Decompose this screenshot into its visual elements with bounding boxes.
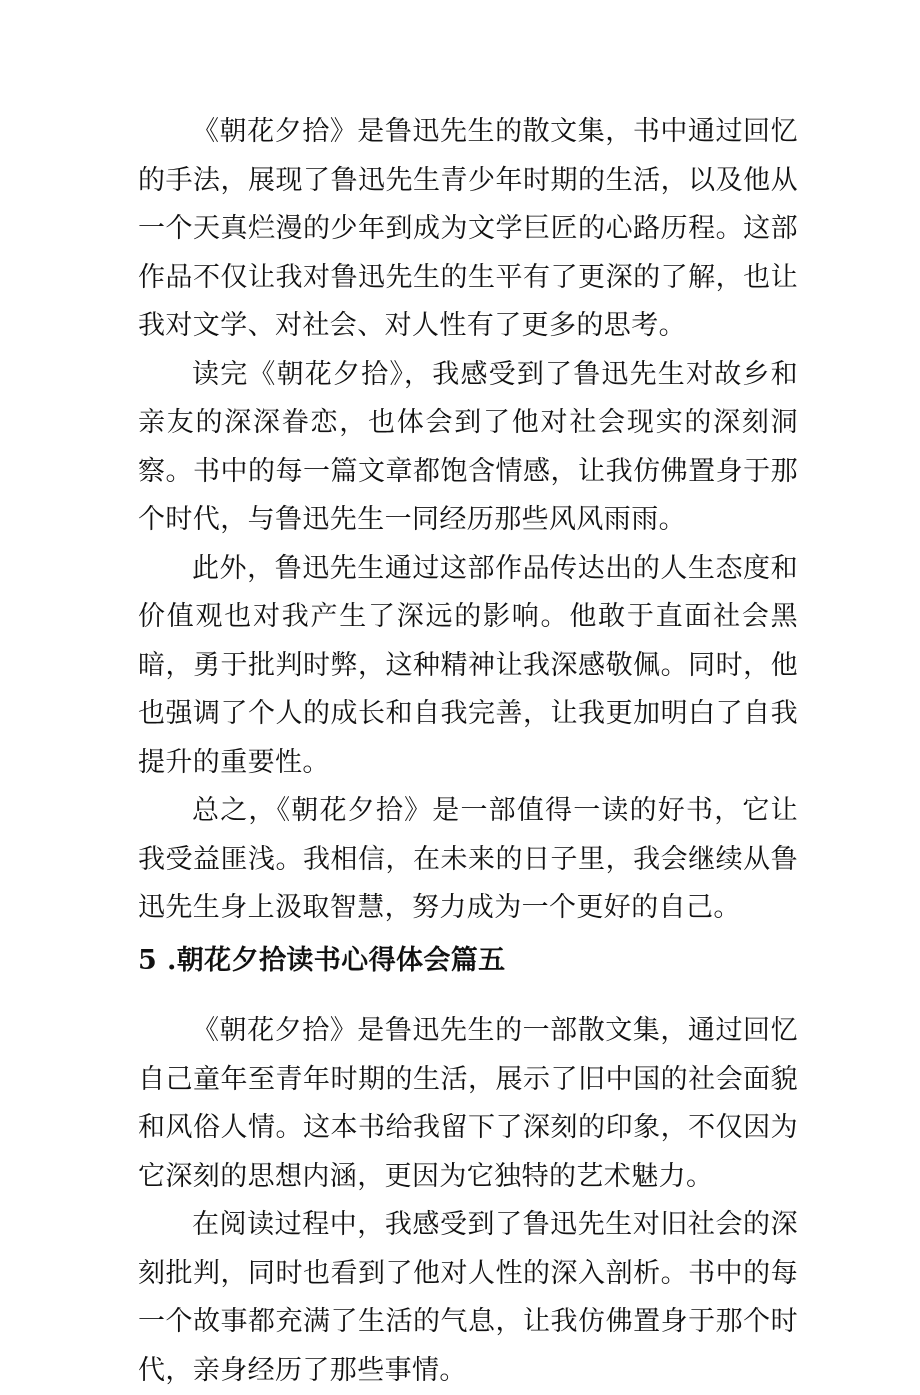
paragraph: 在阅读过程中，我感受到了鲁迅先生对旧社会的深刻批判，同时也看到了他对人性的深入剖析。书中的每一个故事都充满了生活的气息，让我仿佛置身于那个时代，亲身经历了那些事情。 <box>138 1209 798 1386</box>
document-page <box>138 108 798 1395</box>
section-heading: 5 .朝花夕拾读书心得体会篇五 <box>138 944 506 976</box>
paragraph: 总之，《朝花夕拾》是一部值得一读的好书，它让我受益匪浅。我相信，在未来的日子里，我会继续从鲁迅先生身上汲取智慧，努力成为一个更好的自己。 <box>138 795 798 923</box>
paragraph: 读完《朝花夕拾》，我感受到了鲁迅先生对故乡和亲友的深深眷恋，也体会到了他对社会现实的深刻洞察。书中的每一篇文章都饱含情感，让我仿佛置身于那个时代，与鲁迅先生一同经历那些风风雨雨。 <box>138 358 798 535</box>
spacer <box>138 985 798 1007</box>
paragraph: 《朝花夕拾》是鲁迅先生的一部散文集，通过回忆自己童年至青年时期的生活，展示了旧中国的社会面貌和风俗人情。这本书给我留下了深刻的印象，不仅因为它深刻的思想内涵，更因为它独特的艺术魅力。 <box>138 1015 798 1192</box>
paragraph: 此外，鲁迅先生通过这部作品传达出的人生态度和价值观也对我产生了深远的影响。他敢于直面社会黑暗，勇于批判时弊，这种精神让我深感敬佩。同时，他也强调了个人的成长和自我完善，让我更加明白了自我提升的重要性。 <box>138 552 798 778</box>
paragraph: 《朝花夕拾》是鲁迅先生的散文集，书中通过回忆的手法，展现了鲁迅先生青少年时期的生活，以及他从一个天真烂漫的少年到成为文学巨匠的心路历程。这部作品不仅让我对鲁迅先生的生平有了更深的了解，也让我对文学、对社会、对人性有了更多的思考。 <box>138 116 798 341</box>
